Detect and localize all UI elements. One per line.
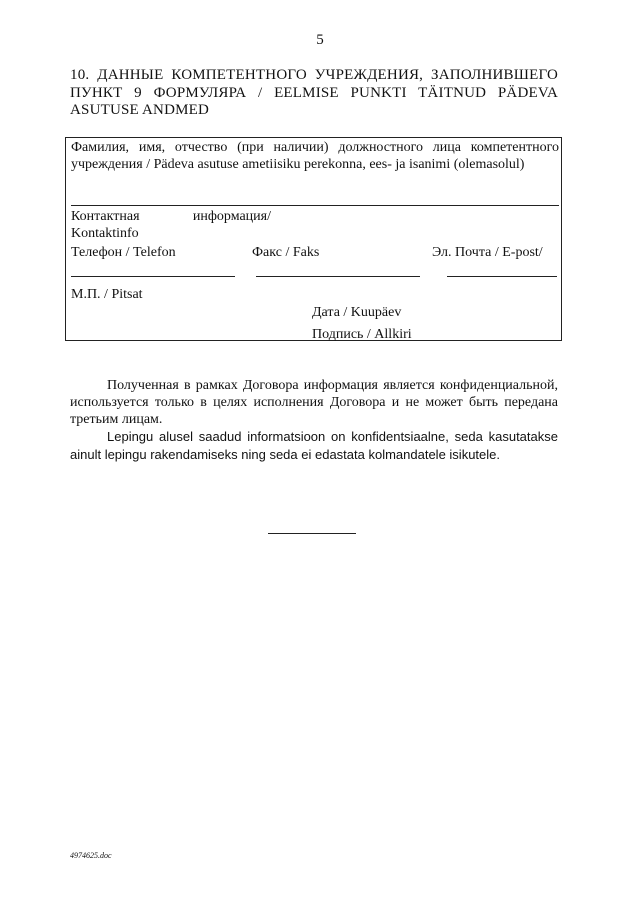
fax-label: Факс / Faks — [252, 245, 320, 260]
confidentiality-notice-et: Lepingu alusel saadud informatsioon on konfidentsiaalne, seda kasutatakse ainult lepingu rakendamiseks ning seda ei edastata kolmandatele isikutele. — [70, 429, 558, 462]
section-heading-line-2: ПУНКТ 9 ФОРМУЛЯРА / EELMISE PUNKTI TÄITNUD PÄDEVA — [70, 84, 558, 101]
contact-info-label-ru: Контактная информация/ — [71, 209, 271, 224]
page-number: 5 — [316, 32, 324, 48]
authority-data-form — [65, 137, 562, 341]
contact-info-label-et: Kontaktinfo — [71, 226, 139, 241]
fax-field-line — [256, 276, 420, 277]
stamp-label: М.П. / Pitsat — [71, 287, 143, 302]
phone-label: Телефон / Telefon — [71, 245, 176, 260]
section-heading — [70, 67, 558, 120]
signature-label: Подпись / Allkiri — [312, 327, 412, 342]
section-heading-line-1: 10. ДАННЫЕ КОМПЕТЕНТНОГО УЧРЕЖДЕНИЯ, ЗАПОЛНИВШЕГО — [70, 67, 558, 83]
section-heading-line-3: ASUTUSE ANDMED — [70, 102, 210, 118]
contact-info-label — [71, 208, 271, 242]
official-name-line — [71, 205, 559, 206]
email-label: Эл. Почта / E-post/ — [432, 245, 543, 260]
email-field-line — [447, 276, 557, 277]
document-reference: 4974625.doc — [70, 851, 112, 860]
date-label: Дата / Kuupäev — [312, 305, 402, 320]
end-of-document-rule — [268, 533, 356, 534]
phone-field-line — [71, 276, 235, 277]
official-name-label: Фамилия, имя, отчество (при наличии) должностного лица компетентного учреждения / Pädeva asutuse ametiisiku perekonna, ees- ja isanimi (olemasolul) — [71, 140, 559, 172]
confidentiality-notice-ru: Полученная в рамках Договора информация является конфиденциальной, используется только в целях исполнения Договора и не может быть передана третьим лицам. — [70, 378, 558, 427]
